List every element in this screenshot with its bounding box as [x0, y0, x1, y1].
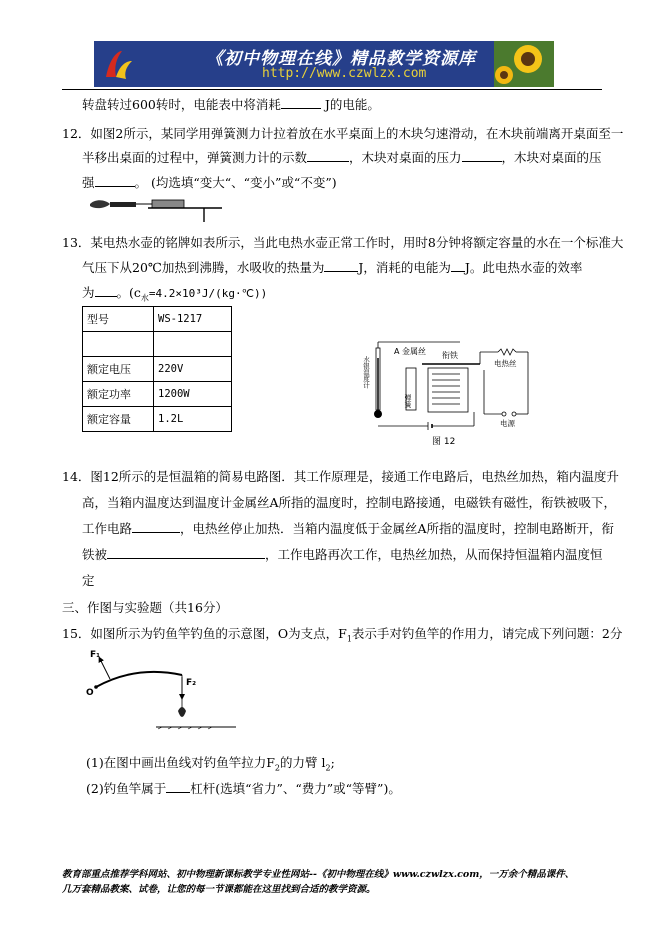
label-power: 电源 — [500, 419, 515, 428]
figure-12-caption: 图 12 — [432, 437, 456, 447]
label-metal-wire: A 金属丝 — [394, 347, 427, 356]
spec-value: 1200W — [154, 382, 232, 407]
table-row — [83, 382, 232, 407]
q14-line5: 定 — [82, 573, 95, 588]
sunflower-icon — [494, 41, 554, 87]
fishing-rod-figure — [86, 645, 246, 735]
q14-text: 铁被 — [82, 547, 108, 562]
table-row — [83, 407, 232, 432]
spec-key: 额定容量 — [83, 407, 154, 432]
answer-blank — [307, 149, 349, 162]
answer-blank — [166, 780, 190, 793]
q14-line3 — [82, 519, 614, 537]
q15-line1 — [62, 624, 622, 644]
answer-blank — [462, 149, 502, 162]
q14-text: 工作电路 — [82, 521, 133, 536]
q12-text: 强 — [82, 175, 95, 190]
q14-line2: 高，当箱内温度达到温度计金属丝A所指的温度时，控制电路接通，电磁铁有磁性，衔铁被吸下， — [82, 495, 617, 510]
answer-blank — [95, 174, 135, 187]
label-f1: F₁ — [90, 650, 101, 660]
q15-sub: 2 — [274, 763, 280, 773]
spec-key — [83, 332, 154, 357]
q12-text: ，木块对桌面的压 — [501, 150, 602, 165]
footer-line1: 教育部重点推荐学科网站、初中物理新课标教学专业性网站--《初中物理在线》www.czwlzx.com，一万余个精品课件、 — [62, 869, 575, 880]
q15-text: 的力臂 l — [279, 755, 326, 770]
banner-url: http://www.czwlzx.com — [262, 66, 427, 81]
spec-value: WS-1217 — [154, 307, 232, 332]
q13-text: =4.2×10³J/(kg·℃)) — [148, 287, 268, 300]
spring-scale-figure — [86, 194, 226, 222]
q15-text: (1)在图中画出鱼线对钓鱼竿拉力F — [86, 755, 275, 770]
q13-sub: 水 — [140, 293, 149, 303]
label-iron: 衔铁 — [442, 351, 458, 360]
site-logo-icon — [100, 47, 136, 83]
q13-text: J。此电热水壶的效率 — [464, 260, 583, 275]
answer-blank — [95, 284, 117, 297]
answer-blank — [281, 96, 321, 109]
q13-text: 气压下从20℃加热到沸腾，水吸收的热量为 — [82, 260, 325, 275]
q15-sub: 2 — [325, 763, 331, 773]
q15-text: ; — [330, 755, 335, 770]
q12-line1: 12．如图2所示，某同学用弹簧测力计拉着放在水平桌面上的木块匀速滑动，在木块前端离开桌面至一 — [62, 126, 624, 141]
spec-key: 额定电压 — [83, 357, 154, 382]
label-spring: 弹簧 — [404, 394, 412, 408]
answer-blank — [324, 259, 358, 272]
q14-line4 — [82, 545, 603, 563]
section-3-heading: 三、作图与实验题（共16分） — [62, 600, 228, 615]
q15-text: 表示手对钓鱼竿的作用力，请完成下列问题：2分 — [351, 626, 623, 641]
header-banner — [94, 41, 554, 87]
banner-title: 《初中物理在线》精品教学资源库 — [206, 49, 476, 69]
q13-text: 为 — [82, 285, 95, 300]
q13-text: 。(c — [116, 285, 141, 300]
spec-value: 220V — [154, 357, 232, 382]
q15-text: 15．如图所示为钓鱼竿钓鱼的示意图，O为支点，F — [62, 626, 347, 641]
q15-part2 — [86, 779, 401, 797]
q11-text-a: 转盘转过600转时，电能表中将消耗 — [82, 97, 281, 112]
q15-text: (2)钓鱼竿属于 — [86, 781, 167, 796]
q12-text: ，木块对桌面的压力 — [349, 150, 462, 165]
q13-line2 — [82, 258, 582, 276]
kettle-spec-table — [82, 306, 232, 432]
spec-key: 额定功率 — [83, 382, 154, 407]
q14-text: ，电热丝停止加热．当箱内温度低于金属丝A所指的温度时，控制电路断开，衔 — [180, 521, 615, 536]
q14-line1: 14．图12所示的是恒温箱的简易电路图．其工作原理是，接通工作电路后，电热丝加热，箱内温度升 — [62, 469, 619, 484]
header-rule — [62, 89, 602, 90]
footer-line2: 几万套精品教案、试卷，让您的每一节课都能在这里找到合适的教学资源。 — [62, 884, 376, 895]
q14-text: ，工作电路再次工作，电热丝加热，从而保持恒温箱内温度恒 — [265, 547, 603, 562]
label-heater: 电热丝 — [494, 359, 517, 368]
answer-blank — [132, 520, 180, 533]
label-f2: F₂ — [186, 678, 197, 688]
q13-line3 — [82, 283, 267, 304]
spec-key: 型号 — [83, 307, 154, 332]
q15-sub: 1 — [346, 634, 352, 644]
q11-text-b: J的电能。 — [324, 97, 380, 112]
q12-line2 — [82, 148, 602, 166]
figure-12-circuit — [362, 338, 532, 448]
label-o: O — [86, 688, 94, 698]
q11-tail — [82, 95, 380, 113]
spec-value: 1.2L — [154, 407, 232, 432]
q15-text: 杠杆(选填“省力”、“费力”或“等臂”)。 — [190, 781, 401, 796]
q15-part1 — [86, 753, 335, 773]
q12-text: 半移出桌面的过程中，弹簧测力计的示数 — [82, 150, 308, 165]
table-row — [83, 357, 232, 382]
q12-text: 。 (均选填“变大“、“变小”或“不变”) — [134, 175, 337, 190]
table-row — [83, 332, 232, 357]
table-row — [83, 307, 232, 332]
spec-value — [154, 332, 232, 357]
q12-line3 — [82, 173, 337, 191]
q13-line1: 13．某电热水壶的铭牌如表所示，当此电热水壶正常工作时，用时8分钟将额定容量的水在一个标准大 — [62, 235, 624, 250]
answer-blank — [107, 546, 265, 559]
q13-text: J，消耗的电能为 — [358, 260, 451, 275]
answer-blank — [451, 259, 465, 272]
thermometer-label: 水银温度计 — [362, 356, 370, 389]
